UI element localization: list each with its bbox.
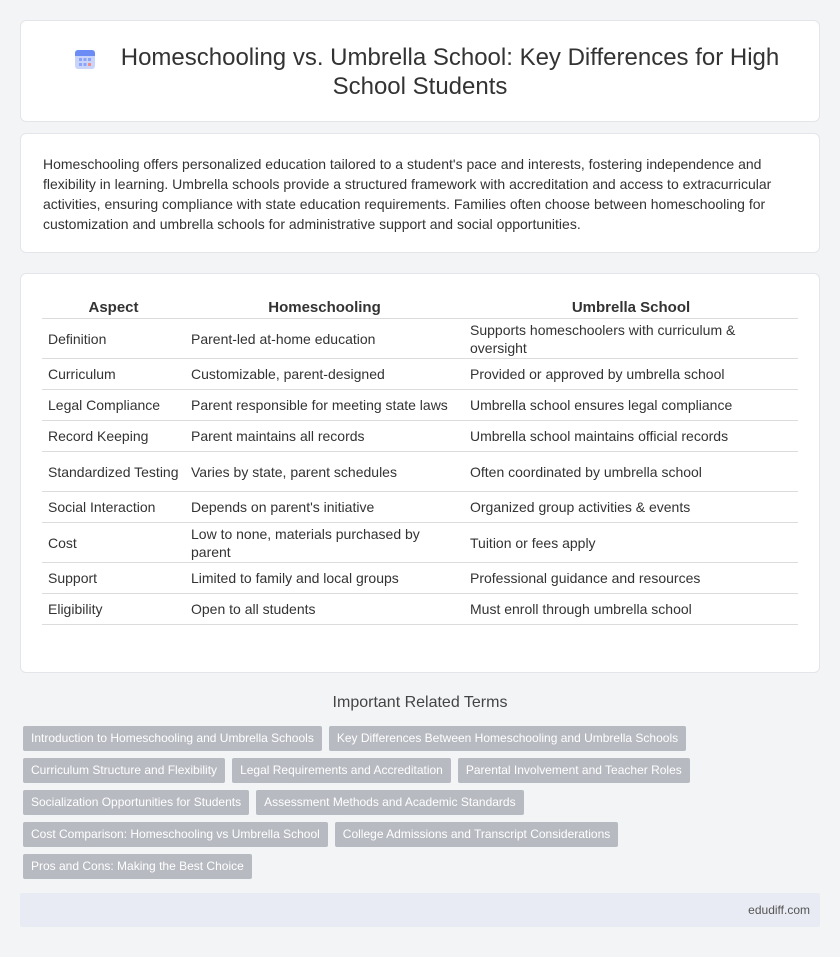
row-homeschooling: Parent responsible for meeting state laws [185, 390, 464, 421]
table-row [42, 563, 798, 594]
page-title-line-1: Homeschooling vs. Umbrella School: Key Differences for High [120, 44, 780, 71]
row-homeschooling: Open to all students [185, 594, 464, 625]
related-term-tag[interactable]: Cost Comparison: Homeschooling vs Umbrella School [23, 822, 328, 847]
footer-site-link[interactable]: edudiff.com [748, 903, 810, 917]
row-aspect: Definition [42, 319, 185, 359]
row-umbrella: Organized group activities & events [464, 492, 798, 523]
row-umbrella: Umbrella school maintains official records [464, 421, 798, 452]
row-aspect: Social Interaction [42, 492, 185, 523]
related-term-tag[interactable]: Socialization Opportunities for Students [23, 790, 249, 815]
related-term-tag[interactable]: Key Differences Between Homeschooling and Umbrella Schools [329, 726, 686, 751]
row-umbrella: Must enroll through umbrella school [464, 594, 798, 625]
row-umbrella: Supports homeschoolers with curriculum & oversight [464, 319, 798, 359]
related-terms-list [23, 726, 813, 886]
related-term-tag[interactable]: Assessment Methods and Academic Standards [256, 790, 523, 815]
related-term-tag[interactable]: Parental Involvement and Teacher Roles [458, 758, 690, 783]
row-homeschooling: Customizable, parent-designed [185, 359, 464, 390]
table-row [42, 421, 798, 452]
intro-card [20, 133, 820, 253]
row-aspect: Standardized Testing [42, 452, 185, 492]
table-row [42, 390, 798, 421]
row-umbrella: Provided or approved by umbrella school [464, 359, 798, 390]
table-row [42, 523, 798, 563]
row-umbrella: Umbrella school ensures legal compliance [464, 390, 798, 421]
row-umbrella: Often coordinated by umbrella school [464, 452, 798, 492]
header-aspect: Aspect [42, 296, 185, 319]
header-homeschooling: Homeschooling [185, 296, 464, 319]
title-card [20, 20, 820, 122]
row-homeschooling: Limited to family and local groups [185, 563, 464, 594]
row-aspect: Legal Compliance [42, 390, 185, 421]
row-aspect: Curriculum [42, 359, 185, 390]
related-term-tag[interactable]: Legal Requirements and Accreditation [232, 758, 451, 783]
comparison-card [20, 273, 820, 673]
row-aspect: Eligibility [42, 594, 185, 625]
row-umbrella: Tuition or fees apply [464, 523, 798, 563]
row-aspect: Support [42, 563, 185, 594]
row-homeschooling: Parent-led at-home education [185, 319, 464, 359]
header-umbrella-school: Umbrella School [464, 296, 798, 319]
row-homeschooling: Low to none, materials purchased by parent [185, 523, 464, 563]
intro-paragraph: Homeschooling offers personalized education tailored to a student's pace and interests, fostering independence and flexibility in learning. Umbrella schools provide a structured framework with accreditation and access to extracurricular activities, ensuring compliance with state education requirements. Families often choose between homeschooling for customization and umbrella schools for administrative support and social opportunities. [43, 156, 772, 232]
row-homeschooling: Varies by state, parent schedules [185, 452, 464, 492]
related-term-tag[interactable]: College Admissions and Transcript Considerations [335, 822, 618, 847]
related-terms-title: Important Related Terms [332, 694, 508, 711]
comparison-table [42, 296, 798, 625]
footer [20, 893, 820, 927]
row-umbrella: Professional guidance and resources [464, 563, 798, 594]
table-header-row [42, 296, 798, 319]
table-row [42, 594, 798, 625]
row-aspect: Record Keeping [42, 421, 185, 452]
related-term-tag[interactable]: Introduction to Homeschooling and Umbrella Schools [23, 726, 322, 751]
related-term-tag[interactable]: Curriculum Structure and Flexibility [23, 758, 225, 783]
related-term-tag[interactable]: Pros and Cons: Making the Best Choice [23, 854, 252, 879]
page-title-line-2: School Students [332, 73, 508, 100]
table-row [42, 492, 798, 523]
table-row [42, 452, 798, 492]
page-title [21, 43, 819, 101]
table-row [42, 359, 798, 390]
row-homeschooling: Depends on parent's initiative [185, 492, 464, 523]
table-row [42, 319, 798, 359]
row-aspect: Cost [42, 523, 185, 563]
row-homeschooling: Parent maintains all records [185, 421, 464, 452]
